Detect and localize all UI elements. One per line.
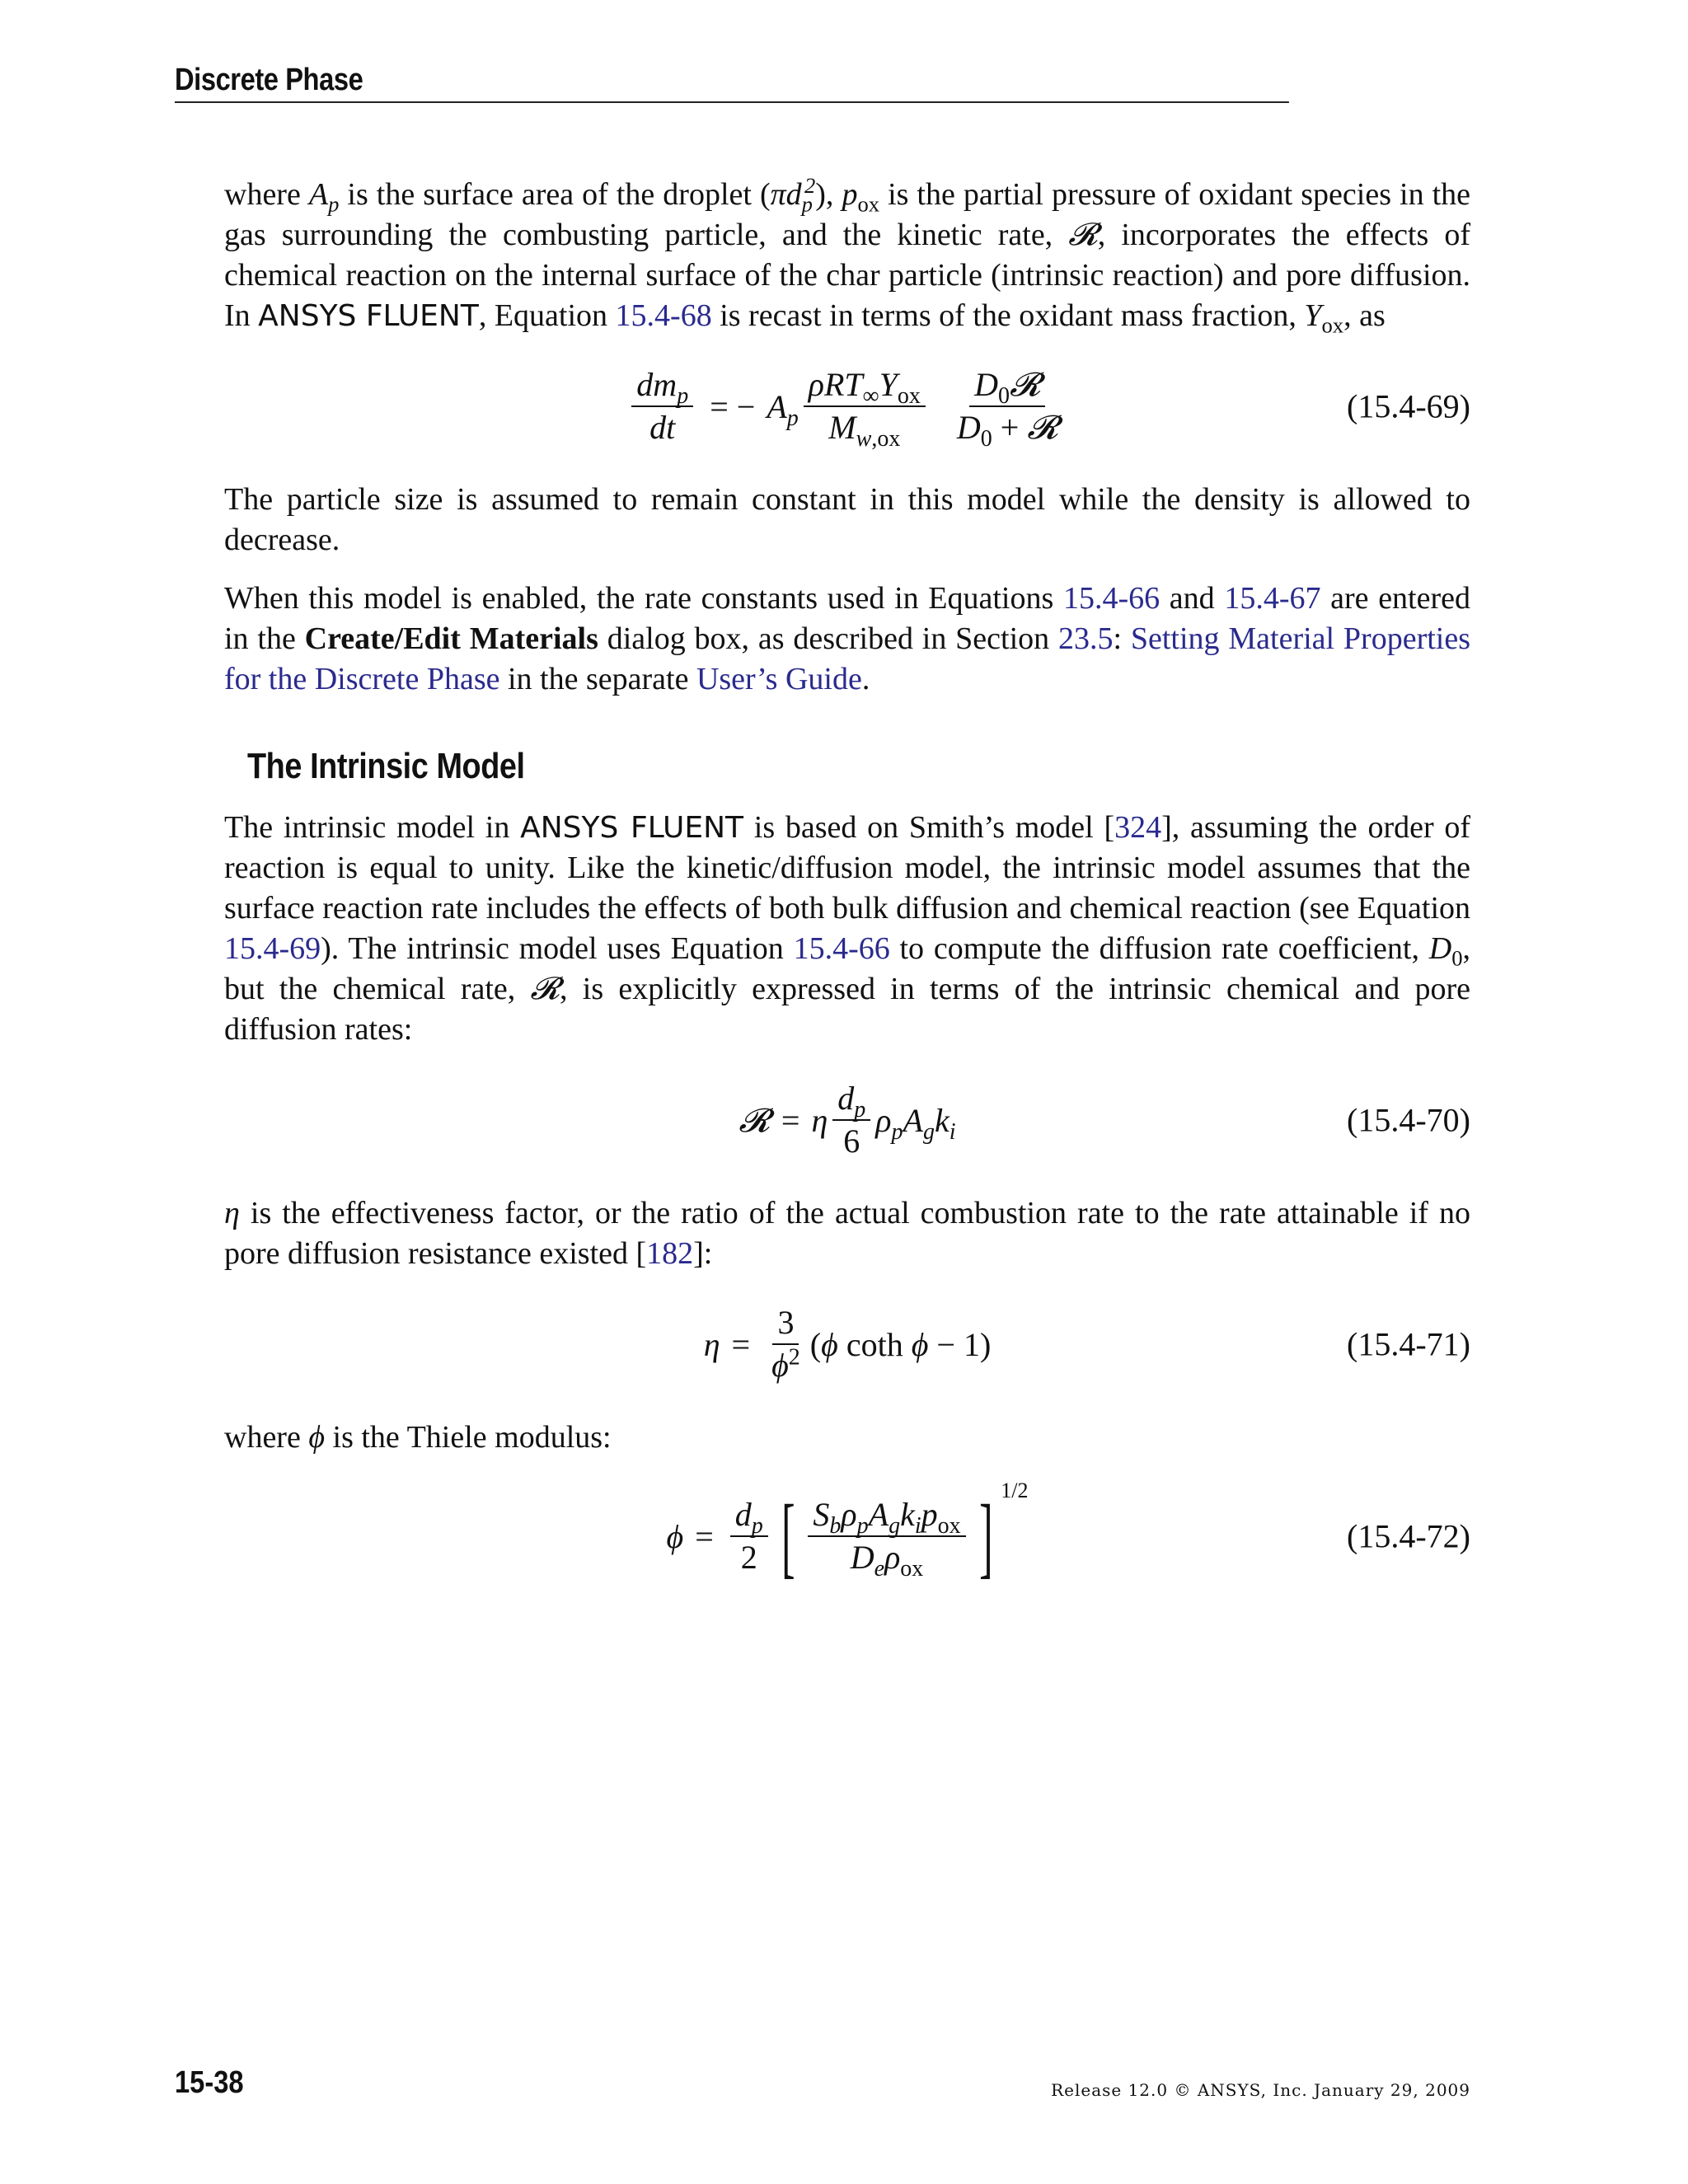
running-header <box>175 63 1289 103</box>
equation-body: 𝓡 = η $\frac{d_p}{6}$ $\rho_pA_gk_i$ <box>738 1080 956 1160</box>
equation-link-15-4-66[interactable]: 15.4-66 <box>793 931 890 966</box>
math-pox: $p_{ox}$ <box>842 177 880 217</box>
section-heading: The Intrinsic Model <box>247 746 525 786</box>
text: where <box>224 1420 309 1455</box>
fraction-dmp-dt: $\frac{dm_p}{dt}$ <box>631 366 693 447</box>
text: , incorporates the effects of chemical reaction on the internal surface of the char particle (intrinsic reaction) and pore diffusion. In <box>224 218 1470 333</box>
math-eta: η <box>224 1196 240 1230</box>
chapter-title: Discrete Phase <box>175 63 363 97</box>
left-bracket: [ <box>781 1486 795 1586</box>
math-R: 𝓡 <box>1068 218 1098 252</box>
reference-link-182[interactable]: 182 <box>646 1236 694 1271</box>
fraction-thiele: $\frac{S_b\rho_pA_gk_ip_{ox}}{D_e\rho_{ox}}$ <box>808 1496 965 1577</box>
users-guide-link[interactable]: User’s Guide <box>696 662 862 696</box>
fraction-dp-6: $\frac{d_p}{6}$ <box>832 1080 870 1160</box>
section-title-link[interactable]: Setting Material Properties for the Discrete Phase <box>224 621 1470 696</box>
equation-body: $\frac{dm_p}{dt}$ = − $A_p$ $\frac{\rho RT_\infty Y_{ox}}{M_{w,ox}}$ $\frac{D_0𝓡}{D_0 + 𝓡}$ <box>224 361 1470 452</box>
release-info: Release 12.0 © ANSYS, Inc. January 29, 2009 <box>1051 2080 1470 2100</box>
equation-body: η = $\frac{3}{\phi^2}$ (ϕ coth ϕ − 1) <box>703 1304 992 1384</box>
equation-number: (15.4-71) <box>1347 1325 1470 1363</box>
math-phi: ϕ <box>308 1420 326 1455</box>
paragraph-rate-constants <box>224 579 1470 700</box>
product-name: ANSYS FLUENT <box>520 811 744 845</box>
text: dialog box, as described in Section <box>598 621 1058 656</box>
section-link-23-5[interactable]: 23.5 <box>1057 621 1114 656</box>
fraction-rho-RT: $\frac{\rho RT_\infty Y_{ox}}{M_{w,ox}}$ <box>804 366 926 447</box>
page-number: 15-38 <box>175 2065 244 2100</box>
text: The intrinsic model in <box>224 810 521 845</box>
equation-number: (15.4-70) <box>1347 1101 1470 1139</box>
text: ]: <box>693 1236 713 1271</box>
math-Ap: $A_p$ <box>308 177 340 217</box>
equation-link-15-4-68[interactable]: 15.4-68 <box>615 298 712 333</box>
text: ], assuming the order of reaction is equal to unity. Like the kinetic/diffusion model, the intrinsic model assumes that the surface reaction rate includes the effects of both bulk diffusion and chemical reaction (see Equation <box>224 810 1471 926</box>
paragraph-thiele <box>224 1418 1470 1458</box>
text: is the effectiveness factor, or the ratio of the actual combustion rate to the rate attainable if no pore diffusion resistance existed [ <box>224 1196 1470 1271</box>
text: is the surface area of the droplet ( <box>339 177 771 212</box>
text: where <box>224 177 309 212</box>
equation-link-15-4-66[interactable]: 15.4-66 <box>1062 581 1160 616</box>
text: and <box>1160 581 1225 616</box>
equation-number: (15.4-72) <box>1347 1517 1470 1555</box>
text: , as <box>1343 298 1386 333</box>
math-pi-dp2: $\pi d_p^2$ <box>770 173 816 217</box>
text: in the separate <box>499 662 696 696</box>
math-R: 𝓡 <box>530 972 560 1006</box>
fraction-D0R: $\frac{D_0𝓡}{D_0 + 𝓡}$ <box>956 366 1058 452</box>
text: is recast in terms of the oxidant mass fraction, <box>711 298 1305 333</box>
text: ). The intrinsic model uses Equation <box>321 931 794 966</box>
equation-link-15-4-67[interactable]: 15.4-67 <box>1224 581 1321 616</box>
text: . <box>861 662 870 696</box>
paragraph-intrinsic-model <box>224 808 1470 1050</box>
text: When this model is enabled, the rate constants used in Equations <box>224 581 1063 616</box>
text: is the Thiele modulus: <box>325 1420 612 1455</box>
equation-link-15-4-69[interactable]: 15.4-69 <box>224 931 321 966</box>
equation-number: (15.4-69) <box>1347 387 1470 425</box>
fraction-dp-2: $\frac{d_p}{2}$ <box>730 1496 768 1577</box>
text: are entered in the <box>224 581 1470 656</box>
equation-body: ϕ = $\frac{d_p}{2}$ [ $\frac{S_b\rho_pA_gk_ip_{ox}}{D_e\rho_{ox}}$ ] 1/2 <box>666 1479 1029 1586</box>
text: ), <box>815 177 842 212</box>
equation-15-4-70 <box>224 1075 1470 1165</box>
paragraph-particle-size: The particle size is assumed to remain constant in this model while the density is allowed to decrease. <box>224 482 1470 557</box>
equation-15-4-72 <box>224 1479 1470 1590</box>
text: , but the chemical rate, <box>224 931 1471 1006</box>
paragraph-effectiveness-factor <box>224 1193 1470 1274</box>
text: is based on Smith’s model [ <box>743 810 1115 845</box>
text: to compute the diffusion rate coefficient, <box>889 931 1429 966</box>
text: : <box>1113 621 1131 656</box>
equation-15-4-69 <box>224 361 1470 452</box>
math-Yox: $Y_{ox}$ <box>1304 298 1344 338</box>
right-bracket: ] <box>978 1486 993 1586</box>
product-name: ANSYS FLUENT <box>258 299 479 333</box>
dialog-name: Create/Edit Materials <box>304 621 598 656</box>
text: , Equation <box>478 298 616 333</box>
math-D0: $D_0$ <box>1428 931 1463 971</box>
reference-link-324[interactable]: 324 <box>1114 810 1162 845</box>
fraction-3-phi2: $\frac{3}{\phi^2}$ <box>771 1304 800 1384</box>
equation-15-4-71 <box>224 1299 1470 1390</box>
text: , is explicitly expressed in terms of the intrinsic chemical and pore diffusion rates: <box>224 972 1470 1047</box>
text: is the partial pressure of oxidant species in the gas surrounding the combusting particle, and the kinetic rate, <box>224 177 1471 252</box>
paragraph-char-rate <box>224 175 1470 336</box>
page-content <box>224 175 1470 1618</box>
